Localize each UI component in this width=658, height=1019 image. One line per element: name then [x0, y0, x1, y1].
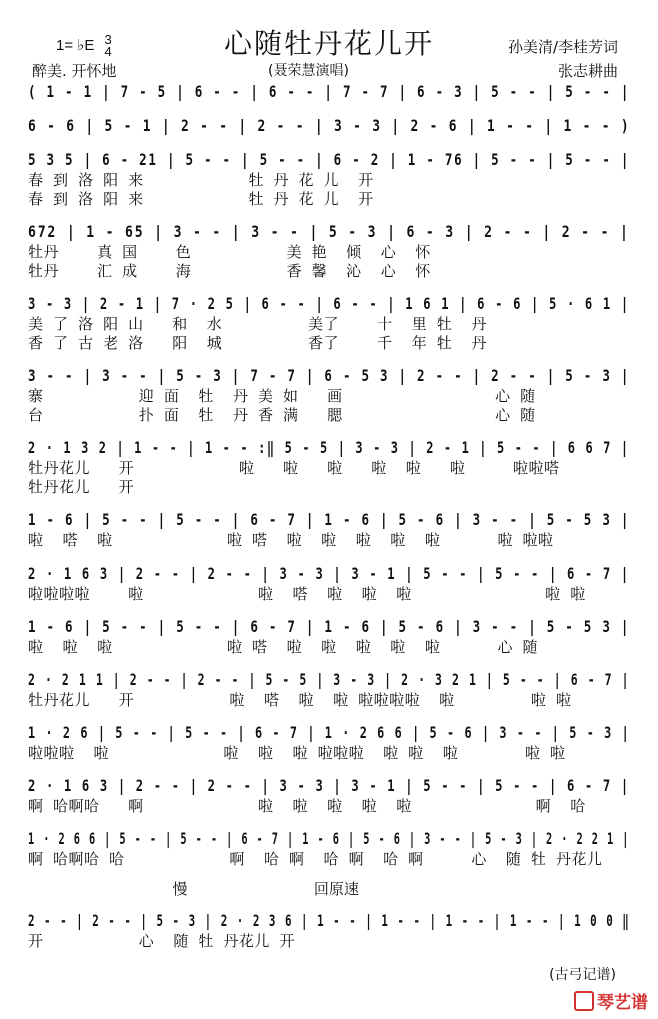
score-system [28, 562, 630, 615]
lyric-line: 啦啦啦啦 啦 啦 嗒 啦 啦 啦 啦 啦 [28, 584, 586, 603]
lyric-line: 啊 哈啊哈 哈 啊 哈 啊 哈 啊 哈 啊 心 随 牡 丹花儿 [28, 849, 603, 868]
lyric-line: 啦 啦 啦 啦 嗒 啦 啦 啦 啦 啦 心 随 [28, 637, 539, 656]
score-system [28, 436, 630, 508]
lyric-line: 寨 迎 面 牡 丹 美 如 画 心 随 [28, 387, 536, 406]
system-gap [28, 869, 630, 880]
lyric-line: 美 了 洛 阳 山 和 水 美了 十 里 牡 丹 [28, 315, 487, 334]
logo-text: 琴艺谱 [597, 993, 648, 1012]
notation-line: 672 | 1 - 65 | 3 - - | 3 - - | 5 - 3 | 6 - 3 | 2 - - | 2 - - | [28, 222, 630, 242]
tempo-marking: 慢 回原速 [28, 879, 359, 898]
notation-line: 3 - - | 3 - - | 5 - 3 | 7 - 7 | 6 - 5 3 | 2 - - | 2 - - | 5 - 3 | [28, 366, 631, 386]
score-system [28, 508, 630, 561]
notation-line: ( 1 - 1 | 7 - 5 | 6 - - | 6 - - | 7 - 7 | 6 - 3 | 5 - - | 5 - - | [28, 82, 631, 101]
notation-line: 2 · 1 6 3 | 2 - - | 2 - - | 3 - 3 | 3 - 1 | 5 - - | 5 - - | 6 - 7 | [28, 563, 630, 583]
score-system [28, 721, 630, 774]
lyric-line: 牡丹 汇 成 海 香 馨 沁 心 怀 [28, 262, 431, 281]
lyric-line: 牡丹花儿 开 啦 啦 啦 啦 啦 啦 啦啦嗒 [28, 459, 560, 478]
lyric-line: 春 到 洛 阳 来 牡 丹 花 儿 开 [28, 171, 374, 190]
time-top: 3 [104, 32, 112, 47]
score-system [28, 909, 630, 962]
logo-icon [574, 991, 594, 1011]
composer: 张志耕曲 [557, 62, 618, 80]
notation-line: 1 · 2 6 | 5 - - | 5 - - | 6 - 7 | 1 · 2 6 6 | 5 - 6 | 3 - - | 5 - 3 | [28, 722, 631, 742]
song-title: 心随牡丹花儿开 [223, 27, 434, 60]
score [28, 80, 630, 962]
lyric-line: 开 心 随 牡 丹花儿 开 [28, 931, 295, 950]
system-gap [28, 951, 630, 962]
notation-line: 1 · 2 6 6 | 5 - - | 5 - - | 6 - 7 | 1 - 6 | 5 - 6 | 3 - - | 5 - 3 | 2 · 2 2 1 | [28, 828, 630, 848]
notation-line: 5 3 5 | 6 - 21 | 5 - - | 5 - - | 6 - 2 | 1 - 76 | 5 - - | 5 - - | [28, 150, 631, 170]
score-system [28, 668, 630, 721]
notation-line: 3 - 3 | 2 - 1 | 7 · 2 5 | 6 - - | 6 - - | 1 6 1 | 6 - 6 | 5 · 6 1 | [28, 294, 630, 314]
score-system [28, 220, 630, 292]
lyric-line: 啦啦啦 啦 啦 啦 啦 啦啦啦 啦 啦 啦 啦 啦 [28, 743, 566, 762]
lyric-line: 香 了 古 老 洛 阳 城 香了 千 年 牡 丹 [28, 334, 487, 353]
time-bottom: 4 [104, 44, 112, 59]
notation-line: 2 · 2 1 1 | 2 - - | 2 - - | 5 - 5 | 3 - 3 | 2 · 3 2 1 | 5 - - | 6 - 7 | [28, 669, 631, 689]
tempo-mood: 醉美. 开怀地 [32, 62, 117, 80]
transcriber-credit: (古弓记谱) [549, 967, 616, 983]
lyric-line: 牡丹花儿 开 啦 嗒 啦 啦 啦啦啦啦 啦 啦 啦 [28, 690, 572, 709]
notation-line: 1 - 6 | 5 - - | 5 - - | 6 - 7 | 1 - 6 | 5 - 6 | 3 - - | 5 - 5 3 | [28, 616, 631, 636]
notation-line: 2 - - | 2 - - | 5 - 3 | 2 · 2 3 6 | 1 - - | 1 - - | 1 - - | 1 - - | 1 0 0 ‖ [28, 910, 631, 930]
singer: (聂荣慧演唱) [268, 63, 349, 79]
lyric-line: 啦 嗒 啦 啦 嗒 啦 啦 啦 啦 啦 啦 啦啦 [28, 531, 554, 550]
notation-line: 1 - 6 | 5 - - | 5 - - | 6 - 7 | 1 - 6 | 5 - 6 | 3 - - | 5 - 5 3 | [28, 510, 631, 530]
key-text: 1= ♭E [56, 36, 95, 54]
score-system [28, 615, 630, 668]
lyric-line: 牡丹 真 国 色 美 艳 倾 心 怀 [28, 243, 431, 262]
notation-line: 2 · 1 6 3 | 2 - - | 2 - - | 3 - 3 | 3 - 1 | 5 - - | 5 - - | 6 - 7 | [28, 775, 630, 795]
lyric-line: 春 到 洛 阳 来 牡 丹 花 儿 开 [28, 190, 374, 209]
lyric-line: 啊 哈啊哈 啊 啦 啦 啦 啦 啦 啊 哈 [28, 796, 586, 815]
score-system [28, 148, 630, 220]
lyric-line: 牡丹花儿 开 [28, 478, 135, 497]
score-system [28, 292, 630, 364]
notation-line: 6 - 6 | 5 - 1 | 2 - - | 2 - - | 3 - 3 | 2 - 6 | 1 - - | 1 - - ) [28, 116, 631, 136]
site-logo [574, 988, 648, 1013]
score-system [28, 827, 630, 880]
lyric-line: 台 扑 面 牡 丹 香 满 腮 心 随 [28, 406, 536, 425]
notation-line: 2 · 1 3 2 | 1 - - | 1 - - :‖ 5 - 5 | 3 - 3 | 2 - 1 | 5 - - | 6 6 7 | [28, 438, 630, 458]
lyricist: 孙美清/李桂芳词 [507, 38, 618, 56]
score-system [28, 774, 630, 827]
score-system [28, 364, 630, 436]
